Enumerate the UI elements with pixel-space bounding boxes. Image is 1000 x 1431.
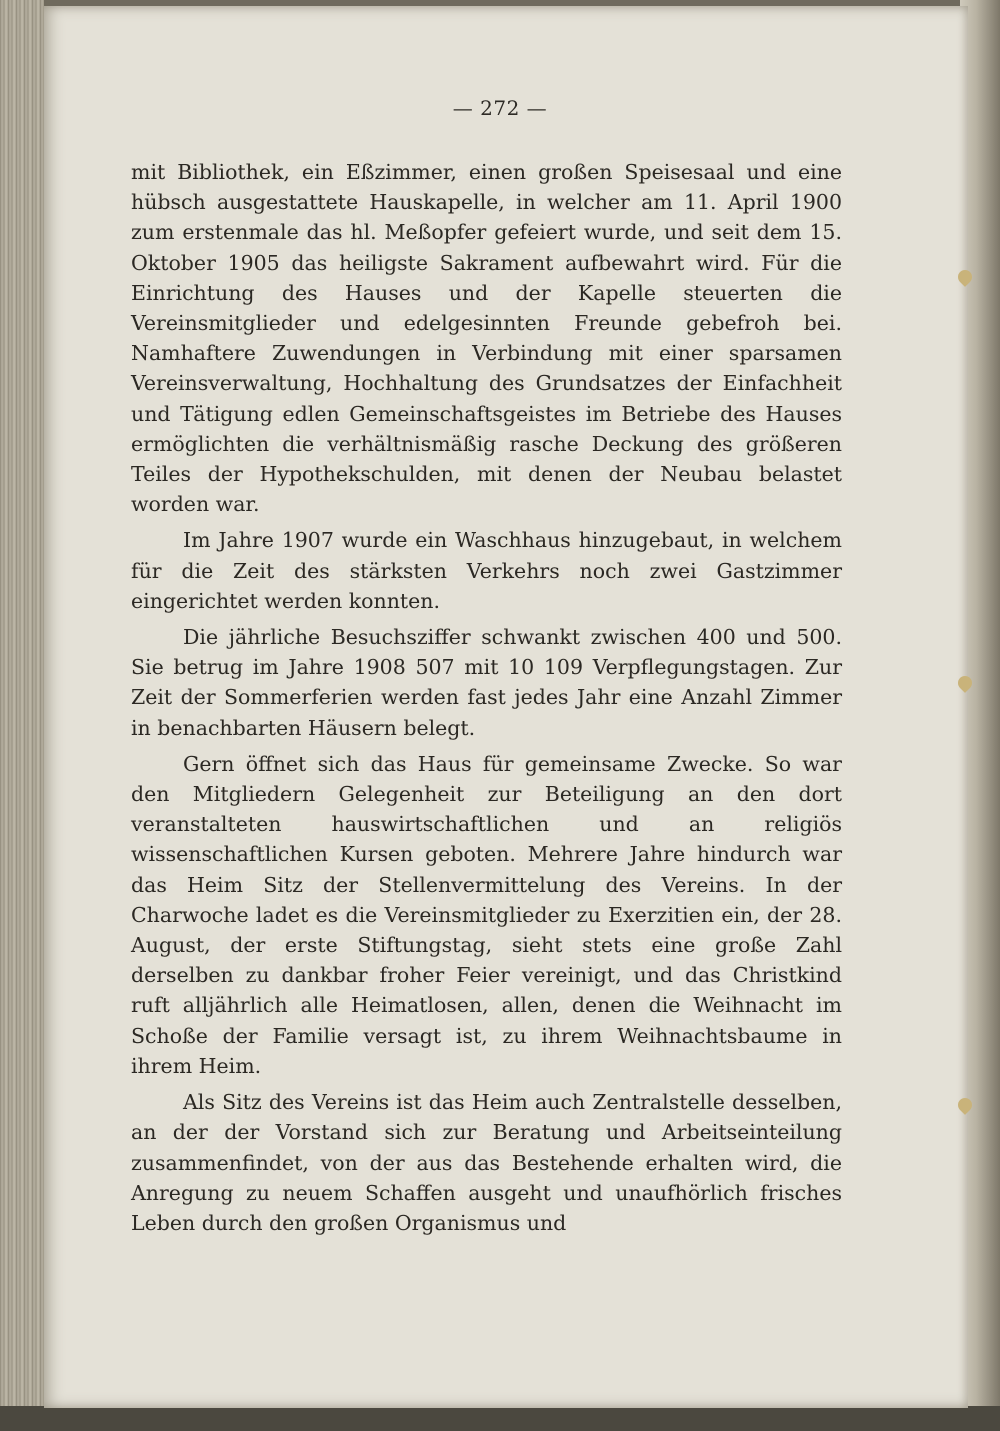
paragraph: Als Sitz des Vereins ist das Heim auch Zentralstelle desselben, an der der Vorstand sich zur Beratung und Arbeitseinteilung zusammenfindet, von der aus das Bestehende erhalten wird, die Anregung zu neuem Schaffen ausgeht und unaufhörlich frisches Leben durch den großen Organismus und [131, 1090, 842, 1235]
paragraph: mit Bibliothek, ein Eßzimmer, einen großen Speisesaal und eine hübsch ausgestattete Hauskapelle, in welcher am 11. April 1900 zum erstenmale das hl. Meßopfer gefeiert wurde, und seit dem 15. Oktober 1905 das heiligste Sakrament aufbewahrt wird. Für die Einrichtung des Hauses und der Kapelle steuerten die Vereinsmitglieder und edelgesinnten Freunde gebefroh bei. Namhaftere Zuwendungen in Verbindung mit einer sparsamen Vereinsverwaltung, Hochhaltung des Grundsatzes der Einfachheit und Tätigung edlen Gemeinschaftsgeistes im Betriebe des Hauses ermöglichten die verhältnismäßig rasche Deckung des größeren Teiles der Hypothekschulden, mit denen der Neubau belastet worden war. [131, 160, 842, 517]
paragraph: Im Jahre 1907 wurde ein Waschhaus hinzugebaut, in welchem für die Zeit des stärksten Verkehrs noch zwei Gastzimmer eingerichtet werden konnten. [131, 528, 842, 613]
paragraph: Die jährliche Besuchsziffer schwankt zwischen 400 und 500. Sie betrug im Jahre 1908 507 mit 10 109 Verpflegungstagen. Zur Zeit der Sommerferien werden fast jedes Jahr eine Anzahl Zimmer in benachbarten Häusern belegt. [131, 625, 842, 740]
page-number: — 272 — [452, 96, 548, 120]
page-bottom-edge [0, 1406, 1000, 1431]
body-text [131, 157, 842, 1244]
paragraph: Gern öffnet sich das Haus für gemeinsame Zwecke. So war den Mitgliedern Gelegenheit zur Beteiligung an den dort veranstalteten hauswirtschaftlichen und an religiös wissenschaftlichen Kursen geboten. Mehrere Jahre hindurch war das Heim Sitz der Stellenvermittelung des Vereins. In der Charwoche ladet es die Vereinsmitglieder zu Exerzitien ein, der 28. August, der erste Stiftungstag, sieht stets eine große Zahl derselben zu dankbar froher Feier vereinigt, und das Christkind ruft alljährlich alle Heimatlosen, allen, denen die Weihnacht im Schoße der Familie versagt ist, zu ihrem Weihnachtsbaume in ihrem Heim. [131, 751, 842, 1078]
